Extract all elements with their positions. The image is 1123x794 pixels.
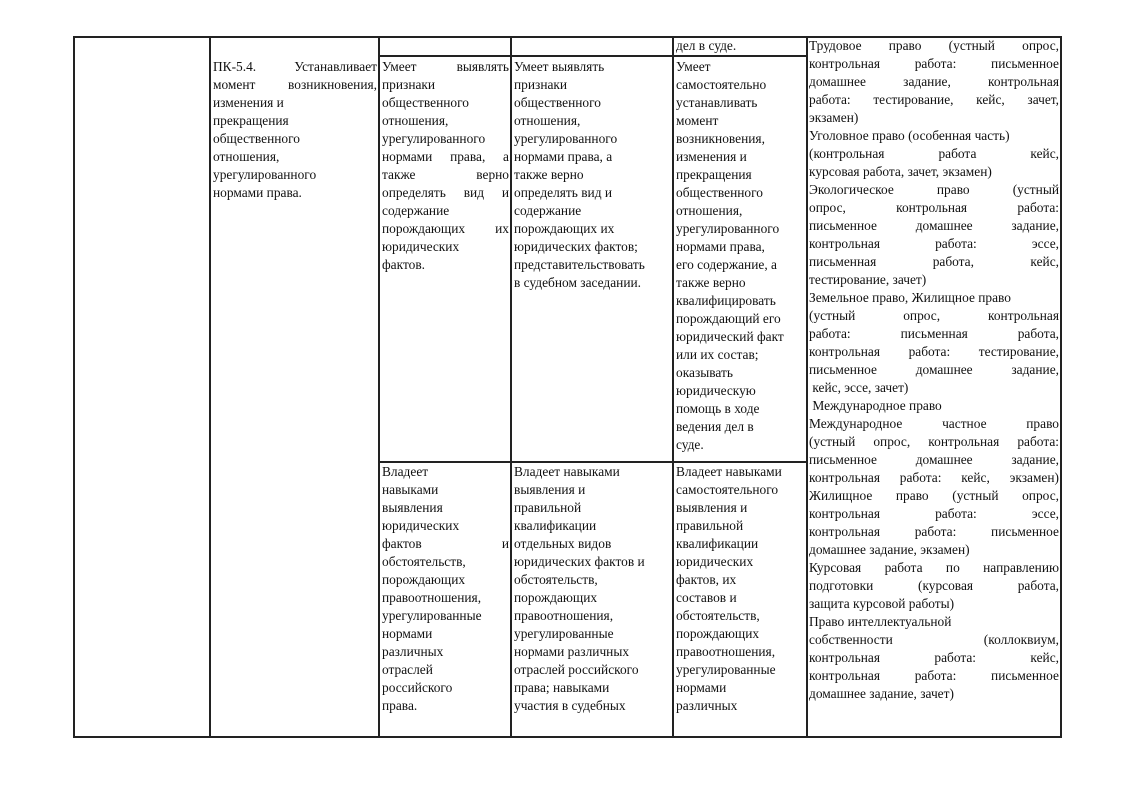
cell-line: нормами права, а (382, 149, 509, 164)
cell-line: отраслей (382, 662, 433, 677)
vladeet-col5-cell (676, 463, 806, 715)
cell-line: урегулированные (514, 626, 614, 641)
cell-line: устанавливать (676, 95, 758, 110)
table-outer-right (1060, 36, 1062, 738)
discipline-line: (устный опрос, контрольная работа: (809, 434, 1059, 449)
cell-line: обстоятельств, (676, 608, 760, 623)
col-divider-2 (378, 36, 380, 738)
cell-line: нормами права, (676, 239, 765, 254)
cell-line: содержание (382, 203, 450, 218)
cell-line: юридический факт (676, 329, 784, 344)
cell-line: юридических фактов; (514, 239, 638, 254)
cell-line: правоотношения, (676, 644, 776, 659)
discipline-line: письменное домашнее задание, (809, 218, 1059, 233)
row-divider-top (378, 55, 808, 57)
cell-line: порождающий его (676, 311, 781, 326)
discipline-line: контрольная работа: эссе, (809, 506, 1059, 521)
discipline-line: Экологическое право (устный (809, 182, 1059, 197)
discipline-line: контрольная работа: тестирование, (809, 344, 1059, 359)
competency-line: нормами права. (213, 185, 302, 200)
cell-line: порождающих (514, 590, 598, 605)
umeet-col4-cell (514, 58, 671, 292)
cell-line: юридических (676, 554, 754, 569)
cell-line: урегулированные (676, 662, 776, 677)
cell-line: порождающих (382, 572, 466, 587)
cell-line: отношения, (676, 203, 743, 218)
cell-line: возникновения, (676, 131, 765, 146)
cell-line: признаки (514, 77, 568, 92)
competency-line: ПК-5.4. Устанавливает (213, 59, 377, 74)
discipline-line: Уголовное право (особенная часть) (809, 128, 1010, 143)
cell-line: юридических (382, 518, 460, 533)
cell-line: Умеет выявлять (514, 59, 605, 74)
discipline-line: Международное право (809, 398, 942, 413)
cell-line: урегулированного (382, 131, 486, 146)
discipline-line: письменная работа, кейс, (809, 254, 1059, 269)
cell-line: юридических (382, 239, 460, 254)
discipline-line: курсовая работа, зачет, экзамен) (809, 164, 992, 179)
col-divider-3 (510, 36, 512, 738)
discipline-line: работа: письменная работа, (809, 326, 1059, 341)
discipline-line: защита курсовой работы) (809, 596, 955, 611)
cell-line: нормами (676, 680, 727, 695)
discipline-line: Курсовая работа по направлению (809, 560, 1059, 575)
cell-line: его содержание, а (676, 257, 777, 272)
discipline-line: контрольная работа: письменное (809, 668, 1059, 683)
cell-line: права; навыками (514, 680, 610, 695)
discipline-line: контрольная работа: кейс, экзамен) (809, 470, 1059, 485)
cell-line: отдельных видов (514, 536, 612, 551)
cell-line: различных (676, 698, 738, 713)
cell-line: суде. (676, 437, 704, 452)
discipline-line: письменное домашнее задание, (809, 452, 1059, 467)
discipline-line: письменное домашнее задание, (809, 362, 1059, 377)
cell-line: нормами права, а (514, 149, 613, 164)
discipline-line: контрольная работа: кейс, (809, 650, 1059, 665)
discipline-line: контрольная работа: эссе, (809, 236, 1059, 251)
umeet-col5-cell (676, 58, 806, 454)
cell-line: фактов. (382, 257, 425, 272)
cell-line: прекращения (676, 167, 752, 182)
competency-line: отношения, (213, 149, 280, 164)
cell-line: квалифицировать (676, 293, 776, 308)
cell-line: определять вид и (382, 185, 509, 200)
cell-line: также верно (382, 167, 509, 182)
cell-line: общественного (382, 95, 469, 110)
cell-line: составов и (676, 590, 737, 605)
competency-line: изменения и (213, 95, 284, 110)
umeet-col3-cell (382, 58, 509, 274)
discipline-line: домашнее задание, экзамен) (809, 542, 970, 557)
table-outer-left (73, 36, 75, 738)
cell-line: или их состав; (676, 347, 759, 362)
cell-line: участия в судебных (514, 698, 626, 713)
cell-line: навыками (382, 482, 439, 497)
cell-line: самостоятельного (676, 482, 779, 497)
competency-line: урегулированного (213, 167, 317, 182)
competency-line: прекращения (213, 113, 289, 128)
discipline-line: (контрольная работа кейс, (809, 146, 1059, 161)
competency-line: момент возникновения, (213, 77, 377, 92)
discipline-line: Жилищное право (устный опрос, (809, 488, 1059, 503)
discipline-line: Право интеллектуальной (809, 614, 952, 629)
cell-line: момент (676, 113, 719, 128)
table-outer-bottom (73, 736, 1062, 738)
discipline-line: тестирование, зачет) (809, 272, 927, 287)
cell-line: в судебном заседании. (514, 275, 641, 290)
cell-line: представительствовать (514, 257, 645, 272)
cell-line: помощь в ходе (676, 401, 760, 416)
cell-line: общественного (676, 185, 763, 200)
discipline-line: работа: тестирование, кейс, зачет, (809, 92, 1059, 107)
cell-line: юридических фактов и (514, 554, 645, 569)
cell-line: нормами различных (514, 644, 630, 659)
cell-line: порождающих (676, 626, 760, 641)
cell-line: правоотношения, (382, 590, 482, 605)
cell-line: содержание (514, 203, 582, 218)
cell-line: квалификации (514, 518, 597, 533)
cell-line: Умеет выявлять (382, 59, 509, 74)
discipline-line: домашнее задание, контрольная (809, 74, 1059, 89)
cell-line: самостоятельно (676, 77, 767, 92)
cell-line: Умеет (676, 59, 711, 74)
cell-line: правильной (676, 518, 744, 533)
cell-line: российского (382, 680, 453, 695)
cell-line: отраслей российского (514, 662, 639, 677)
cell-line: правоотношения, (514, 608, 614, 623)
cell-line: общественного (514, 95, 601, 110)
col-divider-1 (209, 36, 211, 738)
col-divider-4 (672, 36, 674, 738)
cell-line: ведения дел в (676, 419, 754, 434)
top-row-col5-text: дел в суде. (676, 38, 737, 53)
cell-line: выявления и (514, 482, 586, 497)
competency-cell (213, 58, 377, 202)
cell-line: оказывать (676, 365, 733, 380)
cell-line: отношения, (514, 113, 581, 128)
discipline-line: контрольная работа: письменное (809, 56, 1059, 71)
disciplines-cell (809, 37, 1059, 703)
cell-line: выявления (382, 500, 443, 515)
col-divider-5 (806, 36, 808, 738)
vladeet-col4-cell (514, 463, 671, 715)
discipline-line: домашнее задание, зачет) (809, 686, 954, 701)
discipline-line: Трудовое право (устный опрос, (809, 38, 1059, 53)
cell-line: обстоятельств, (514, 572, 598, 587)
cell-line: урегулированного (514, 131, 618, 146)
cell-line: нормами (382, 626, 433, 641)
competency-line: общественного (213, 131, 300, 146)
vladeet-col3-cell (382, 463, 509, 715)
cell-line: определять вид и (514, 185, 613, 200)
cell-line: изменения и (676, 149, 747, 164)
cell-line: Владеет (382, 464, 429, 479)
cell-line: права. (382, 698, 418, 713)
cell-line: урегулированные (382, 608, 482, 623)
cell-line: также верно (676, 275, 746, 290)
discipline-line: контрольная работа: письменное (809, 524, 1059, 539)
cell-line: урегулированного (676, 221, 780, 236)
cell-line: обстоятельств, (382, 554, 466, 569)
cell-line: правильной (514, 500, 582, 515)
discipline-line: (устный опрос, контрольная (809, 308, 1059, 323)
cell-line: фактов, их (676, 572, 737, 587)
cell-line: порождающих их (382, 221, 509, 236)
discipline-line: экзамен) (809, 110, 859, 125)
discipline-line: Международное частное право (809, 416, 1059, 431)
discipline-line: Земельное право, Жилищное право (809, 290, 1011, 305)
cell-line: Владеет навыками (676, 464, 782, 479)
cell-line: порождающих их (514, 221, 615, 236)
discipline-line: подготовки (курсовая работа, (809, 578, 1059, 593)
cell-line: фактов и (382, 536, 509, 551)
cell-line: квалификации (676, 536, 759, 551)
cell-line: Владеет навыками (514, 464, 620, 479)
cell-line: юридическую (676, 383, 756, 398)
cell-line: также верно (514, 167, 584, 182)
cell-line: различных (382, 644, 444, 659)
discipline-line: собственности (коллоквиум, (809, 632, 1059, 647)
cell-line: отношения, (382, 113, 449, 128)
top-row-col5-cell (676, 37, 806, 55)
discipline-line: кейс, эссе, зачет) (809, 380, 909, 395)
discipline-line: опрос, контрольная работа: (809, 200, 1059, 215)
cell-line: выявления и (676, 500, 748, 515)
cell-line: признаки (382, 77, 436, 92)
